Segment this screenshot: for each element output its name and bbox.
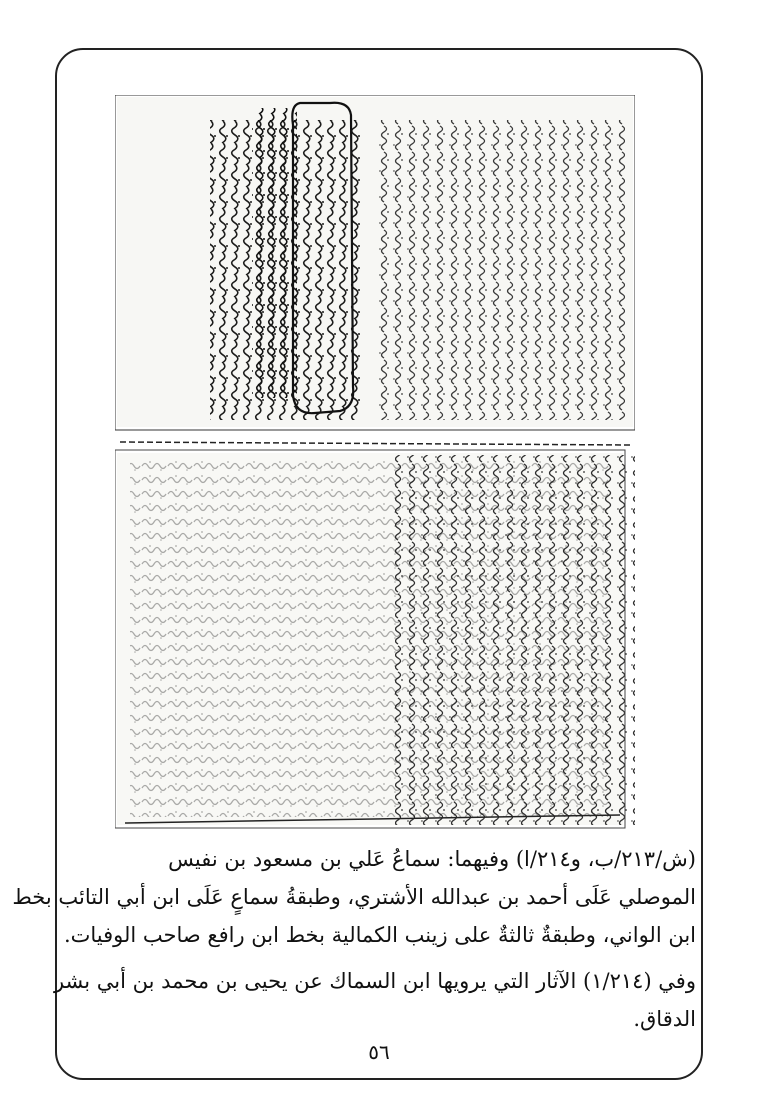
caption-paragraph-2 xyxy=(53,962,696,1038)
caption-line: الدقاق. xyxy=(633,1007,696,1031)
caption-line: وفي (١/٢١٤) الآثار التي يرويها ابن السماك عن يحيى بن محمد بن أبي بشر xyxy=(53,969,696,993)
caption-line: الموصلي عَلَى أحمد بن عبدالله الأشتري، وطبقةُ سماعٍ عَلَى ابن أبي التائب بخط xyxy=(12,885,696,909)
manuscript-image xyxy=(115,95,635,830)
manuscript-photo xyxy=(115,95,635,830)
caption-line: ابن الواني، وطبقةٌ ثالثةٌ على زينب الكمالية بخط ابن رافع صاحب الوفيات. xyxy=(63,923,696,947)
page-number: ٥٦ xyxy=(368,1040,390,1064)
caption-line: (ش/٢١٣/ب، و٢١٤/ا) وفيهما: سماعُ عَلي بن مسعود بن نفيس xyxy=(168,847,696,871)
caption-paragraph-1 xyxy=(12,840,696,954)
